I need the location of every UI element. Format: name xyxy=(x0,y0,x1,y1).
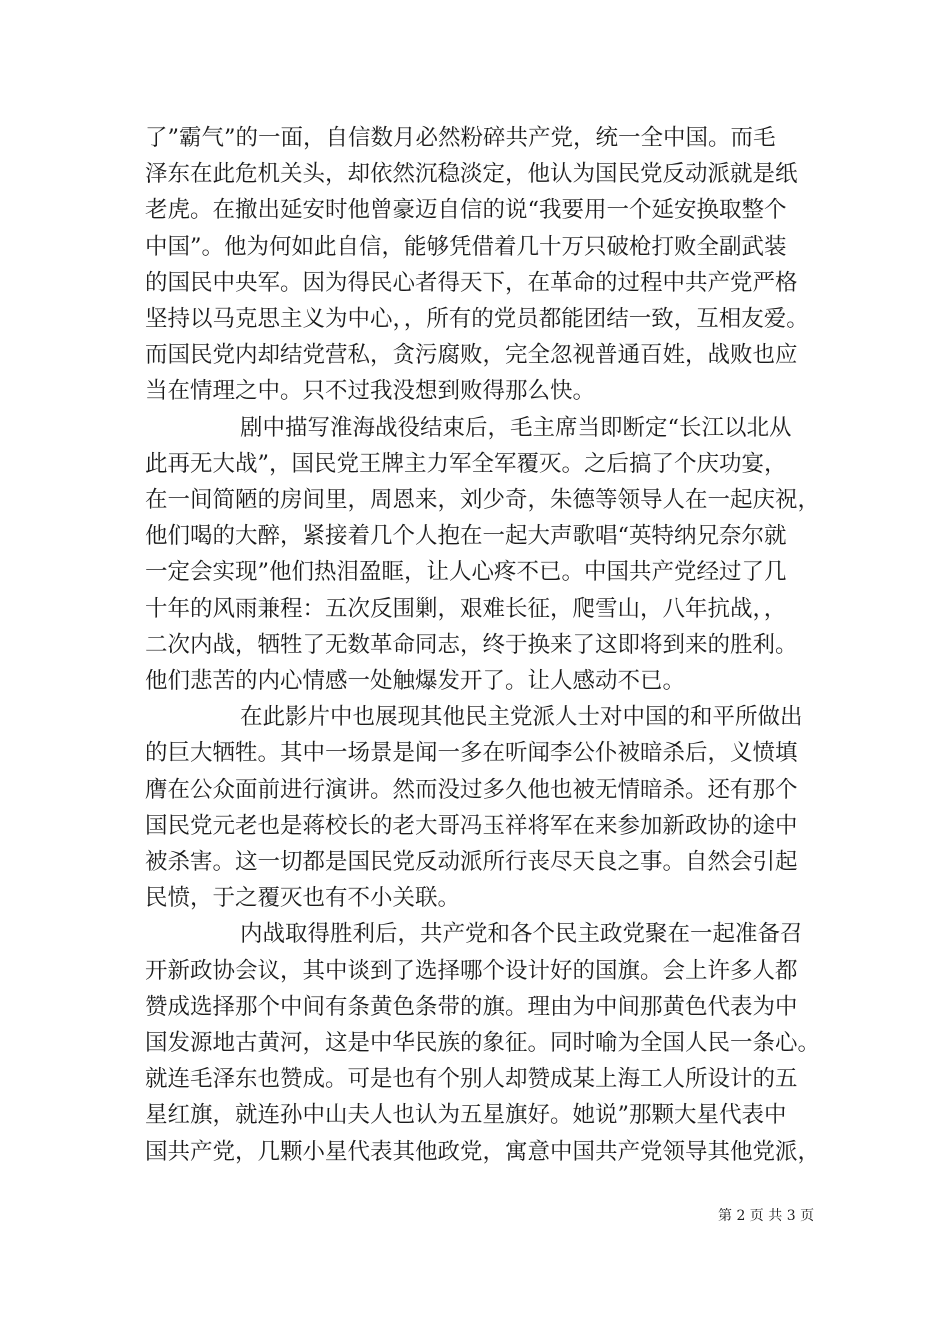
text-line: 此再无大战”，国民党王牌主力军全军覆灭。之后搞了个庆功宴， xyxy=(145,450,787,477)
text-line: 赞成选择那个中间有条黄色条带的旗。理由为中间那黄色代表为中 xyxy=(145,993,798,1020)
text-line: 他们喝的大醉，紧接着几个人抱在一起大声歌唱“英特纳兄奈尔就 xyxy=(145,523,787,550)
text-line: 老虎。在撤出延安时他曾豪迈自信的说“我要用一个延安换取整个 xyxy=(145,197,787,224)
text-line: 的巨大牺牲。其中一场景是闻一多在听闻李公仆被暗杀后，义愤填 xyxy=(145,740,798,767)
text-line: 一定会实现”他们热泪盈眶，让人心疼不已。中国共产党经过了几 xyxy=(145,559,787,586)
text-line: 开新政协会议，其中谈到了选择哪个设计好的国旗。会上许多人都 xyxy=(145,957,798,984)
text-line: 内战取得胜利后，共产党和各个民主政党聚在一起准备召 xyxy=(240,921,803,948)
text-line: 在一间简陋的房间里，周恩来，刘少奇，朱德等领导人在一起庆祝， xyxy=(145,487,821,514)
text-line: 被杀害。这一切都是国民党反动派所行丧尽天良之事。自然会引起 xyxy=(145,849,798,876)
text-line: 当在情理之中。只不过我没想到败得那么快。 xyxy=(145,378,596,405)
text-line: 坚持以马克思主义为中心，，所有的党员都能团结一致，互相友爱。 xyxy=(145,306,809,333)
text-line: 国共产党，几颗小星代表其他政党，寓意中国共产党领导其他党派， xyxy=(145,1138,821,1165)
text-line: 而国民党内却结党营私，贪污腐败，完全忽视普通百姓，战败也应 xyxy=(145,342,798,369)
text-line: 民愤，于之覆灭也有不小关联。 xyxy=(145,885,461,912)
text-line: 就连毛泽东也赞成。可是也有个别人却赞成某上海工人所设计的五 xyxy=(145,1066,798,1093)
text-line: 中国”。他为何如此自信，能够凭借着几十万只破枪打败全副武装 xyxy=(145,233,787,260)
paragraph xyxy=(145,120,845,410)
text-line: 他们悲苦的内心情感一处触爆发开了。让人感动不已。 xyxy=(145,668,686,695)
text-line: 泽东在此危机关头，却依然沉稳淡定，他认为国民党反动派就是纸 xyxy=(145,161,798,188)
page-number-footer: 第 2 页 共 3 页 xyxy=(718,1208,815,1224)
text-line: 膺在公众面前进行演讲。然而没过多久他也被无情暗杀。还有那个 xyxy=(145,776,798,803)
paragraph xyxy=(145,410,845,700)
text-line: 国发源地古黄河，这是中华民族的象征。同时喻为全国人民一条心。 xyxy=(145,1030,821,1057)
text-line: 十年的风雨兼程：五次反围剿，艰难长征，爬雪山，八年抗战，， xyxy=(145,595,787,622)
document-body xyxy=(145,120,845,1170)
text-line: 星红旗，就连孙中山夫人也认为五星旗好。她说”那颗大星代表中 xyxy=(145,1102,787,1129)
text-line: 的国民中央军。因为得民心者得天下，在革命的过程中共产党严格 xyxy=(145,269,798,296)
paragraph xyxy=(145,916,845,1169)
text-line: 了”霸气”的一面，自信数月必然粉碎共产党，统一全中国。而毛 xyxy=(145,125,776,151)
text-line: 国民党元老也是蒋校长的老大哥冯玉祥将军在来参加新政协的途中 xyxy=(145,812,798,839)
text-line: 二次内战，牺牲了无数革命同志，终于换来了这即将到来的胜利。 xyxy=(145,631,798,658)
text-line: 在此影片中也展现其他民主党派人士对中国的和平所做出 xyxy=(240,704,803,731)
text-line: 剧中描写淮海战役结束后，毛主席当即断定“长江以北从 xyxy=(240,414,792,441)
paragraph xyxy=(145,699,845,916)
